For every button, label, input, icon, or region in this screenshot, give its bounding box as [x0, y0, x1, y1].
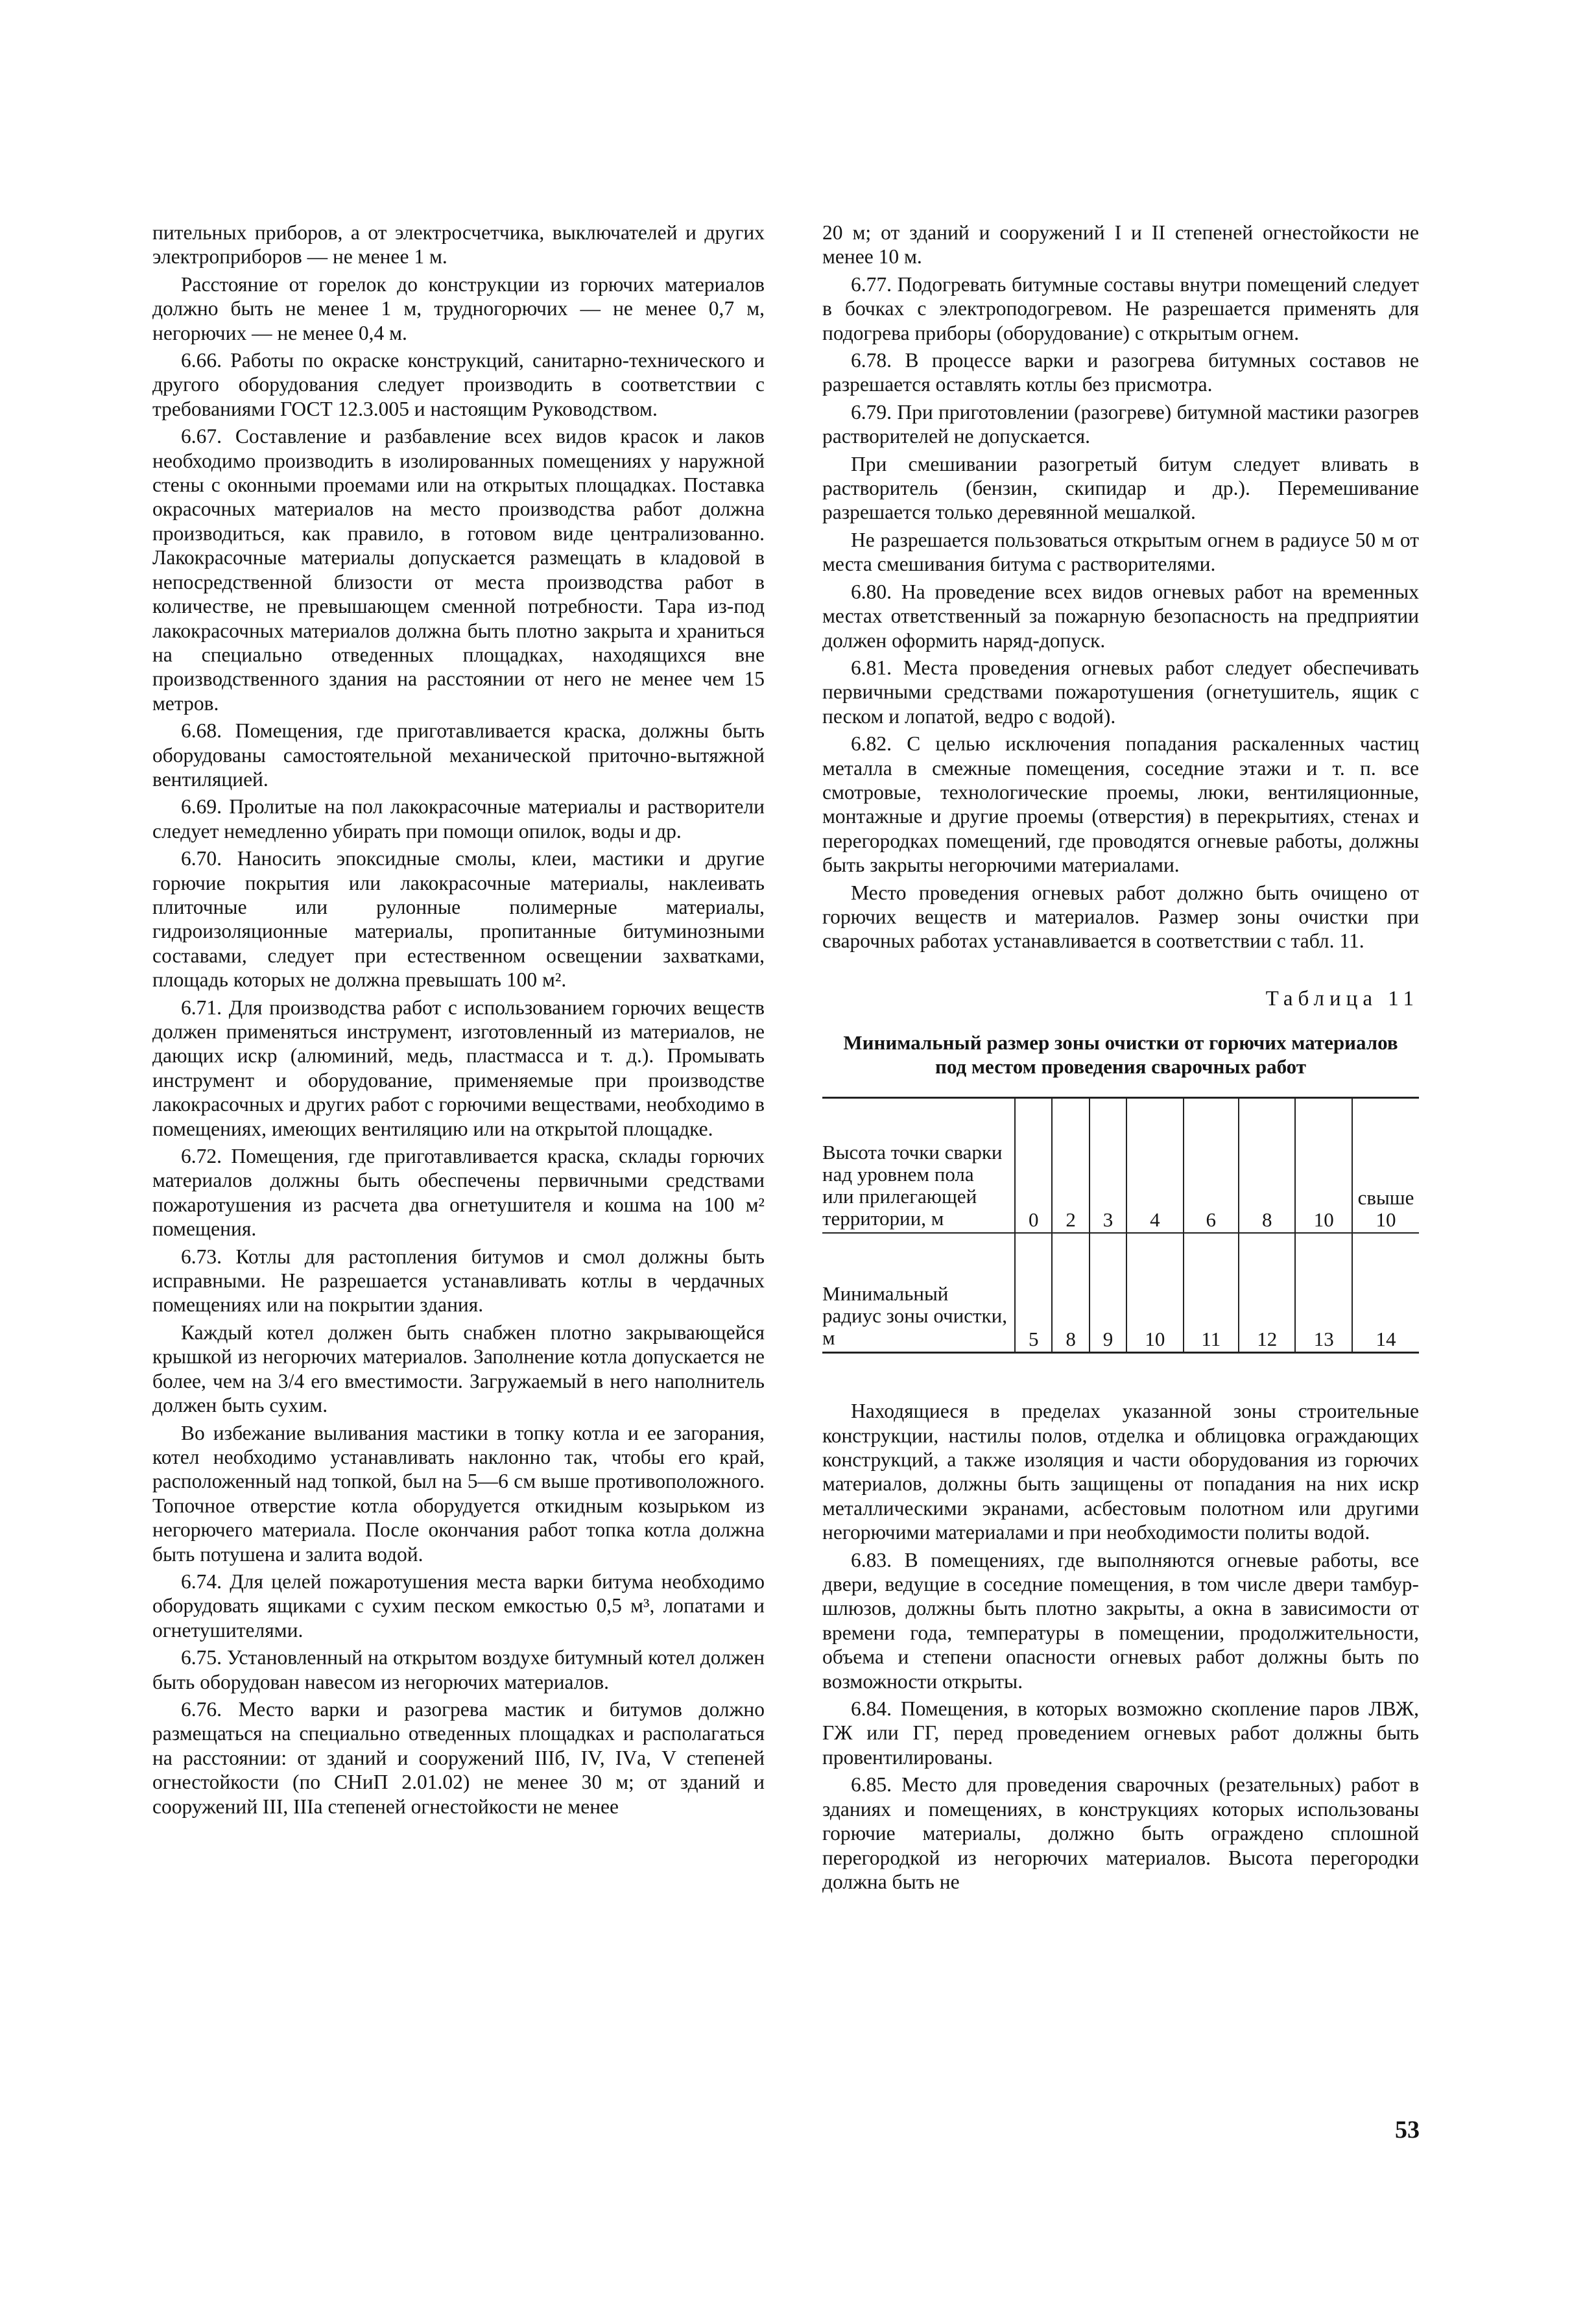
table-cell: 2: [1052, 1098, 1089, 1234]
paragraph: 6.81. Места проведения огневых работ следует обеспечивать первичными средствами пожаротушения (огнетушитель, ящик с песком и лопатой, ведро с водой).: [822, 656, 1419, 728]
paragraph: 6.68. Помещения, где приготавливается краска, должны быть оборудованы самостоятельной механической приточно-вытяжной вентиляцией.: [152, 719, 765, 791]
paragraph: 6.79. При приготовлении (разогреве) битумной мастики разогрев растворителей не допускается.: [822, 400, 1419, 448]
paragraph: Находящиеся в пределах указанной зоны строительные конструкции, настилы полов, отделка и облицовка ограждающих конструкций, а также изоляция и части оборудования из горючих материалов, должны быть защищены от попадания на них искр металлическими экранами, асбестовым полотном или другими негорючими материалами и при необходимости политы водой.: [822, 1400, 1419, 1544]
table-row: [822, 1233, 1419, 1353]
paragraph: 6.83. В помещениях, где выполняются огневые работы, все двери, ведущие в соседние помещения, в том числе двери тамбур-шлюзов, должны быть плотно закрыты, а окна в зависимости от времени года, температуры в помещении, продолжительности, объема и степени опасности огневых работ должны быть по возможности открыты.: [822, 1548, 1419, 1693]
right-column-top-text: [822, 221, 1419, 953]
table-cell: 11: [1184, 1233, 1239, 1353]
paragraph: пительных приборов, а от электросчетчика, выключателей и других электроприборов — не менее 1 м.: [152, 221, 765, 269]
page-number: 53: [1395, 2116, 1420, 2144]
row-header-height: Высота точки сварки над уровнем пола или прилегающей территории, м: [822, 1098, 1015, 1234]
table-cell: 5: [1015, 1233, 1052, 1353]
paragraph: Расстояние от горелок до конструкции из горючих материалов должно быть не менее 1 м, трудногорючих — не менее 0,7 м, негорючих — не менее 0,4 м.: [152, 272, 765, 344]
paragraph: 20 м; от зданий и сооружений I и II степеней огнестойкости не менее 10 м.: [822, 221, 1419, 269]
paragraph: 6.82. С целью исключения попадания раскаленных частиц металла в смежные помещения, соседние этажи и т. п. все смотровые, технологические проемы, люки, вентиляционные, монтажные и другие проемы (отверстия) в перекрытиях, стенах и перегородках помещений, где проводятся огневые работы, должны быть закрыты негорючими материалами.: [822, 732, 1419, 877]
paragraph: 6.71. Для производства работ с использованием горючих веществ должен применяться инструмент, изготовленный из материалов, не дающих искр (алюминий, медь, пластмасса и т. д.). Промывать инструмент и оборудование, применяемые при производстве лакокрасочных и других работ с горючими веществами, необходимо в помещениях, имеющих вентиляцию или на открытой площадке.: [152, 996, 765, 1140]
table-cell: 6: [1184, 1098, 1239, 1234]
table-label: Таблица 11: [1265, 986, 1419, 1010]
table-row: [822, 1098, 1419, 1234]
paragraph: 6.78. В процессе варки и разогрева битумных составов не разрешается оставлять котлы без присмотра.: [822, 349, 1419, 396]
table-cell: 9: [1090, 1233, 1126, 1353]
paragraph: Каждый котел должен быть снабжен плотно закрывающейся крышкой из негорючих материалов. Заполнение котла допускается не более, чем на 3/4 его вместимости. Загружаемый в него наполнитель должен быть сухим.: [152, 1320, 765, 1417]
table-cell: 10: [1126, 1233, 1184, 1353]
table-cell: 3: [1090, 1098, 1126, 1234]
paragraph: 6.72. Помещения, где приготавливается краска, склады горючих материалов должны быть обеспечены первичными средствами пожаротушения из расчета два огнетушителя и кошма на 100 м² помещения.: [152, 1145, 765, 1241]
table-cell: свыше 10: [1352, 1098, 1419, 1234]
paragraph: 6.69. Пролитые на пол лакокрасочные материалы и растворители следует немедленно убирать при помощи опилок, воды и др.: [152, 795, 765, 842]
table-cell: 0: [1015, 1098, 1052, 1234]
row-header-radius: Минимальный радиус зоны очистки, м: [822, 1233, 1015, 1353]
table-cell: 14: [1352, 1233, 1419, 1353]
paragraph: При смешивании разогретый битум следует вливать в растворитель (бензин, скипидар и др.). Перемешивание разрешается только деревянной мешалкой.: [822, 452, 1419, 524]
paragraph: 6.73. Котлы для растопления битумов и смол должны быть исправными. Не разрешается устанавливать котлы в чердачных помещениях или на покрытии здания.: [152, 1245, 765, 1317]
table-caption: Минимальный размер зоны очистки от горючих материалов под местом проведения сварочных работ: [843, 1031, 1398, 1079]
right-column: [822, 221, 1419, 1897]
paragraph: 6.66. Работы по окраске конструкций, санитарно-технического и другого оборудования следует производить в соответствии с требованиями ГОСТ 12.3.005 и настоящим Руководством.: [152, 349, 765, 420]
paragraph: Во избежание выливания мастики в топку котла и ее загорания, котел необходимо устанавливать наклонно так, чтобы его край, расположенный над топкой, был на 5—6 см выше противоположного. Топочное отверстие котла оборудуется откидным козырьком из негорючего материала. После окончания работ топка котла должна быть потушена и залита водой.: [152, 1421, 765, 1566]
paragraph: 6.77. Подогревать битумные составы внутри помещений следует в бочках с электроподогревом. Не разрешается применять для подогрева приборы (оборудование) с открытым огнем.: [822, 272, 1419, 344]
paragraph: 6.67. Составление и разбавление всех видов красок и лаков необходимо производить в изолированных помещениях у наружной стены с оконными проемами или на открытых площадках. Поставка окрасочных материалов на место производства работ должна производиться, как правило, в готовом виде централизованно. Лакокрасочные материалы допускается размещать в кладовой в непосредственной близости от места производства работ в количестве, не превышающем сменной потребности. Тара из-под лакокрасочных материалов должна быть плотно закрыта и храниться на специально отведенных площадках, находящихся вне производственного здания на расстоянии от него не менее чем 15 метров.: [152, 425, 765, 715]
table-cell: 4: [1126, 1098, 1184, 1234]
paragraph: 6.84. Помещения, в которых возможно скопление паров ЛВЖ, ГЖ или ГГ, перед проведением огневых работ должны быть провентилированы.: [822, 1697, 1419, 1769]
paragraph: 6.74. Для целей пожаротушения места варки битума необходимо оборудовать ящиками с сухим песком емкостью 0,5 м³, лопатами и огнетушителями.: [152, 1570, 765, 1642]
table-cell: 10: [1295, 1098, 1352, 1234]
table-cell: 8: [1052, 1233, 1089, 1353]
left-column: [152, 221, 765, 1822]
paragraph: 6.85. Место для проведения сварочных (резательных) работ в зданиях и помещениях, в конструкциях которых использованы горючие материалы, должно быть ограждено сплошной перегородкой из негорючих материалов. Высота перегородки должна быть не: [822, 1773, 1419, 1893]
right-column-bottom-text: [822, 1399, 1419, 1894]
paragraph: 6.70. Наносить эпоксидные смолы, клеи, мастики и другие горючие покрытия или лакокрасочные материалы, наклеивать плиточные или рулонные полимерные материалы, гидроизоляционные материалы, пропитанные битуминозными составами, следует при естественном освещении захватками, площадь которых не должна превышать 100 м².: [152, 847, 765, 992]
table-cell: 12: [1239, 1233, 1296, 1353]
paragraph: 6.80. На проведение всех видов огневых работ на временных местах ответственный за пожарную безопасность на предприятии должен оформить наряд-допуск.: [822, 580, 1419, 652]
table-cell: 13: [1295, 1233, 1352, 1353]
cleaning-zone-table: [822, 1097, 1419, 1354]
paragraph: Не разрешается пользоваться открытым огнем в радиусе 50 м от места смешивания битума с растворителями.: [822, 528, 1419, 576]
paragraph: 6.76. Место варки и разогрева мастик и битумов должно размещаться на специально отведенных площадках и располагаться на расстоянии: от зданий и сооружений IIIб, IV, IVа, V степеней огнестойкости (по СНиП 2.01.02) не менее 30 м; от зданий и сооружений III, IIIа степеней огнестойкости не менее: [152, 1697, 765, 1818]
paragraph: 6.75. Установленный на открытом воздухе битумный котел должен быть оборудован навесом из негорючих материалов.: [152, 1646, 765, 1693]
table-cell: 8: [1239, 1098, 1296, 1234]
paragraph: Место проведения огневых работ должно быть очищено от горючих веществ и материалов. Размер зоны очистки при сварочных работах устанавливается в соответствии с табл. 11.: [822, 881, 1419, 953]
